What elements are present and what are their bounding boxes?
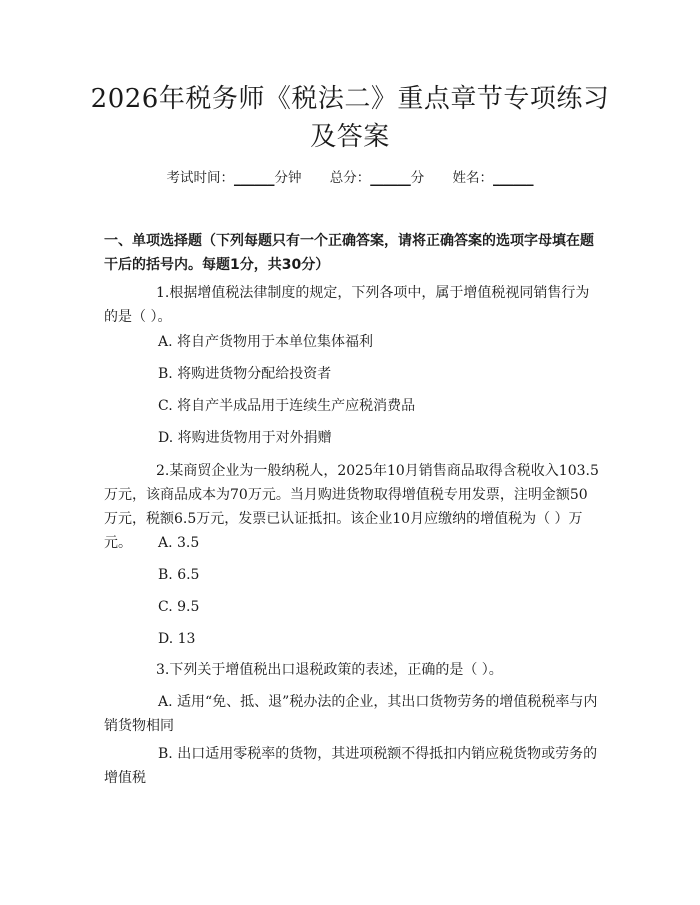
total-score-unit: 分 — [410, 170, 425, 186]
question-3-text: 下列关于增值税出口退税政策的表述，正确的是（ ）。 — [169, 662, 503, 678]
question-2-option-a: A. 3.5 — [158, 535, 200, 551]
question-3 — [104, 658, 600, 682]
name-field — [453, 168, 534, 188]
question-1-number: 1. — [156, 285, 170, 301]
total-score-blank: ______ — [370, 170, 411, 186]
exam-time-field — [166, 168, 301, 188]
question-2-number: 2. — [156, 463, 170, 479]
question-1 — [104, 281, 600, 329]
question-1-text: 根据增值税法律制度的规定，下列各项中，属于增值税视同销售行为的是（ ）。 — [104, 285, 590, 325]
question-3-option-a: A. 适用“免、抵、退”税办法的企业，其出口货物劳务的增值税税率与内销货物相同 — [104, 694, 598, 734]
question-2-option-c: C. 9.5 — [158, 599, 200, 615]
name-label: 姓名： — [452, 170, 494, 186]
question-2-option-b: B. 6.5 — [158, 567, 200, 583]
section-heading-single-choice: 一、单项选择题（下列每题只有一个正确答案，请将正确答案的选项字母填在题干后的括号内。每题1分，共30分） — [104, 233, 594, 273]
exam-time-blank: ______ — [233, 170, 275, 186]
question-1-option-b: B. 将购进货物分配给投资者 — [158, 366, 332, 382]
total-score-label: 总分： — [329, 170, 371, 186]
document-title: 2026年税务师《税法二》重点章节专项练习及答案 — [90, 84, 610, 152]
question-3-number: 3. — [156, 662, 170, 678]
name-blank: ______ — [493, 170, 534, 186]
question-1-option-a: A. 将自产货物用于本单位集体福利 — [158, 334, 374, 350]
question-3-option-b: B. 出口适用零税率的货物，其进项税额不得抵扣内销应税货物或劳务的增值税 — [104, 746, 598, 786]
question-1-option-c: C. 将自产半成品用于连续生产应税消费品 — [158, 398, 416, 414]
question-1-option-d: D. 将购进货物用于对外捐赠 — [158, 430, 332, 446]
question-2-option-d: D. 13 — [158, 631, 196, 647]
question-2-text: 某商贸企业为一般纳税人，2025年10月销售商品取得含税收入103.5万元，该商品成本为70万元。当月购进货物取得增值税专用发票，注明金额50万元，税额6.5万元，发票已认证抵扣。该企业10月应缴纳的增值税为（ ）万元。 — [104, 463, 599, 551]
exam-meta-line — [0, 168, 700, 188]
exam-time-unit: 分钟 — [274, 170, 302, 186]
exam-time-label: 考试时间： — [166, 170, 234, 186]
total-score-field — [330, 168, 425, 188]
